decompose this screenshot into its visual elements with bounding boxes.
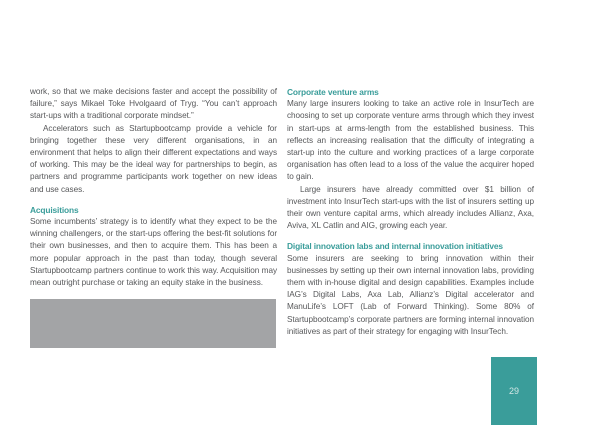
two-column-layout xyxy=(30,86,534,348)
page-number: 29 xyxy=(508,386,519,396)
section-heading-acquisitions: Acquisitions xyxy=(30,204,79,215)
paragraph-digital-innovation-labs: Some insurers are seeking to bring innovation within their businesses by setting up their own internal innovation labs, providing them with in-house digital and design capabilities. Examples include IAG’s Digital Labs, Axa Lab, Allianz’s Digital accelerator and ManuLife’s LOFT (Lab of Forward Thinking). Some 80% of Startupbootcamp’s corporate partners are forming internal innovation initiatives as part of their strategy for engaging with InsurTech. xyxy=(287,253,534,336)
right-column xyxy=(287,86,534,348)
paragraph-continuation: work, so that we make decisions faster and accept the possibility of failure,” says Mikael Toke Hvolgaard of Tryg. “You can’t approach start-ups with a traditional corporate mindset.” xyxy=(30,87,277,121)
paragraph-accelerators: Accelerators such as Startupbootcamp provide a vehicle for bringing together these very different organisations, in an environment that helps to align their different expectations and ways of working. This may be the ideal way for partnerships to begin, as partners and programme participants work together on new ideas and use cases. xyxy=(30,123,277,194)
paragraph-acquisitions: Some incumbents’ strategy is to identify what they expect to be the winning challengers, or the start-ups offering the best-fit solutions for their own businesses, and then to acquire them. This has been a more popular approach in the past than today, though several Startupbootcamp partners continue to work this way. Acquisition may mean outright purchase or taking an equity stake in the business. xyxy=(30,217,277,288)
image-placeholder xyxy=(30,299,276,348)
page-number-badge xyxy=(491,357,537,425)
paragraph-venture-arms-1: Many large insurers looking to take an active role in InsurTech are choosing to set up corporate venture arms through which they invest in start-ups at arms-length from the established business. This reflects an increasing realisation that the difficulty of integrating a start-up into the culture and working practices of a large corporate organisation has often lead to a loss of the value the acquirer hoped to gain. xyxy=(287,99,534,182)
left-column xyxy=(30,86,277,348)
section-heading-digital-innovation-labs: Digital innovation labs and internal innovation initiatives xyxy=(287,241,503,252)
paragraph-venture-arms-2: Large insurers have already committed over $1 billion of investment into InsurTech start-ups with the list of insurers setting up their own venture capital arms, which already includes Allianz, Axa, Aviva, XL Catlin and AIG, growing each year. xyxy=(287,184,534,231)
section-heading-corporate-venture-arms: Corporate venture arms xyxy=(287,87,379,97)
